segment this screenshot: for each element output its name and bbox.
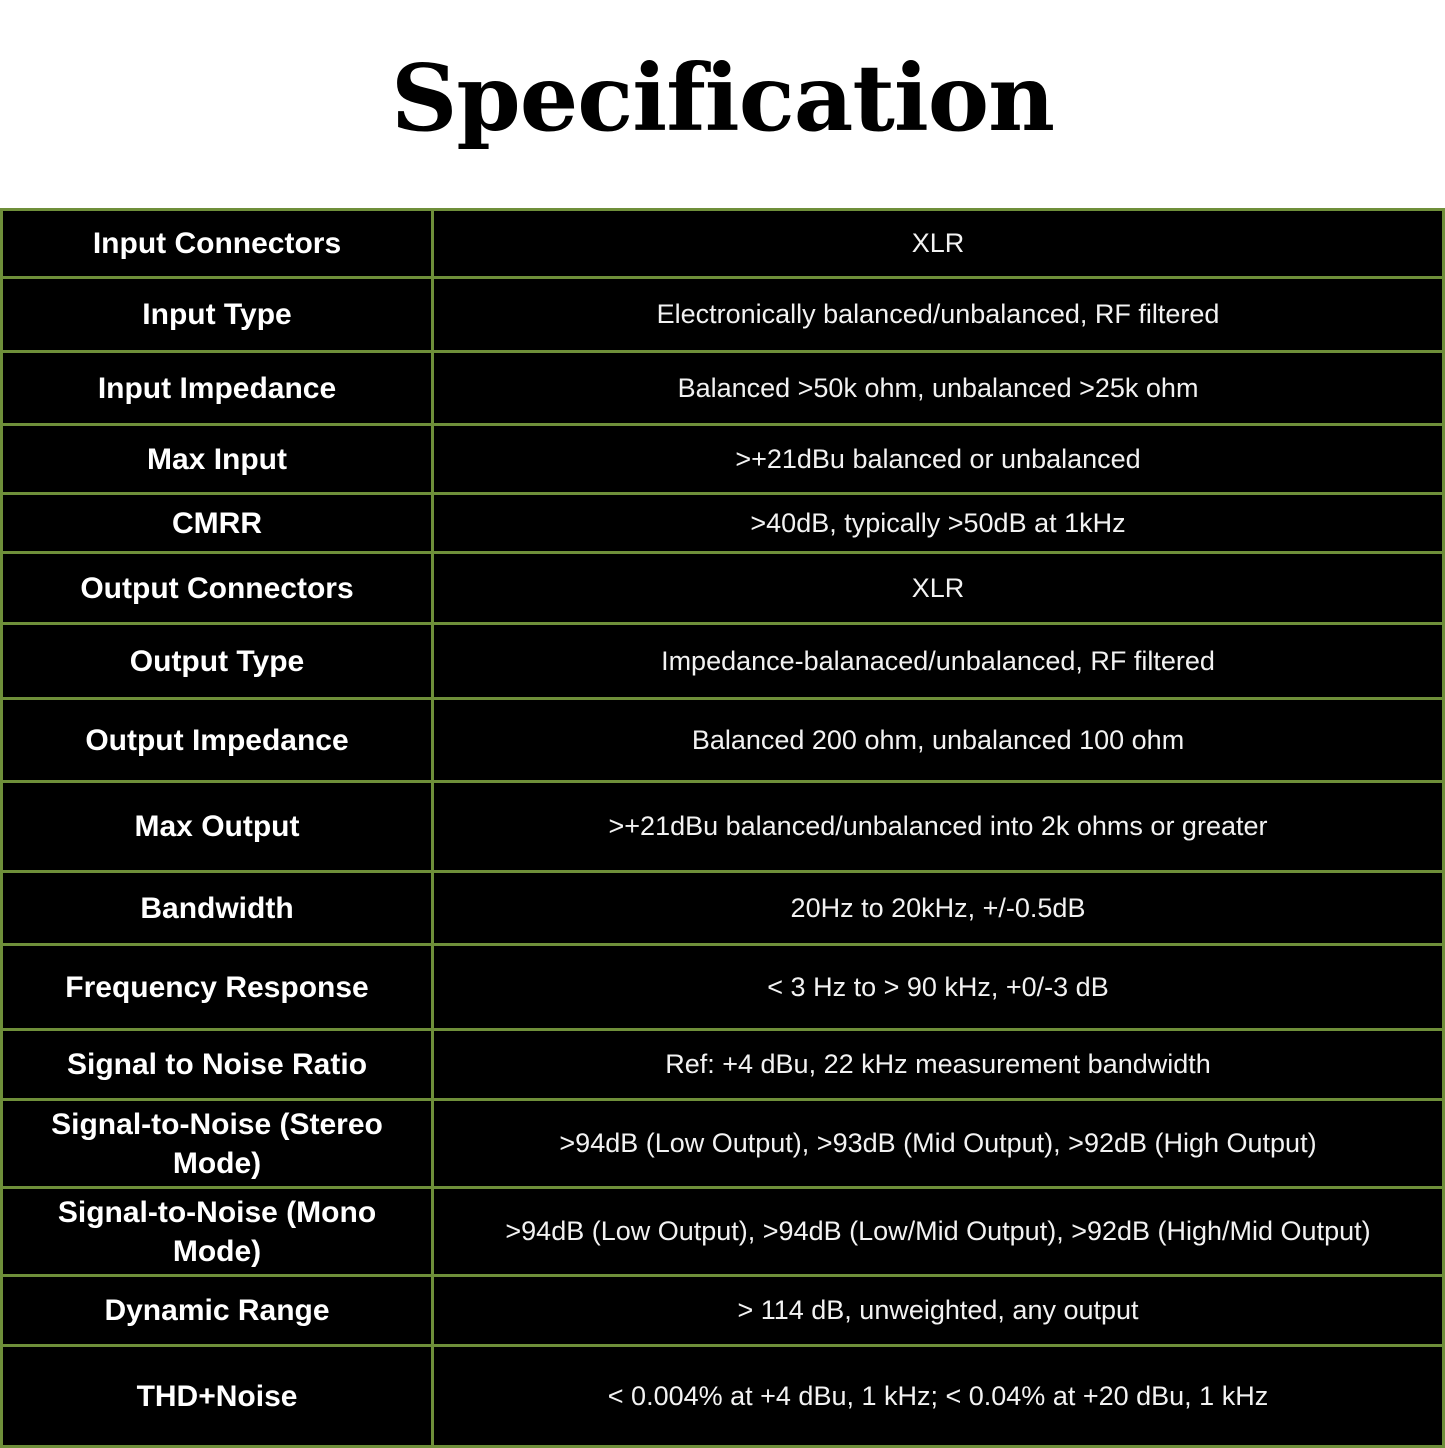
spec-label: THD+Noise [2,1346,433,1447]
table-row [2,553,1444,624]
spec-label: Max Output [2,782,433,872]
spec-label: Output Impedance [2,699,433,782]
title-area [0,0,1445,208]
spec-value: XLR [433,553,1444,624]
spec-value: < 3 Hz to > 90 kHz, +0/-3 dB [433,945,1444,1030]
spec-value: < 0.004% at +4 dBu, 1 kHz; < 0.04% at +20 dBu, 1 kHz [433,1346,1444,1447]
spec-value: Impedance-balanaced/unbalanced, RF filtered [433,624,1444,699]
spec-label: Input Type [2,278,433,352]
spec-label: Signal-to-Noise (Mono Mode) [2,1188,433,1276]
spec-label: Max Input [2,425,433,494]
spec-label: Frequency Response [2,945,433,1030]
spec-value: > 114 dB, unweighted, any output [433,1276,1444,1346]
spec-value: >94dB (Low Output), >93dB (Mid Output), >92dB (High Output) [433,1100,1444,1188]
spec-label: Bandwidth [2,872,433,945]
spec-value: >+21dBu balanced or unbalanced [433,425,1444,494]
table-row [2,1276,1444,1346]
page-title: Specification [390,44,1055,152]
table-row [2,699,1444,782]
table-row [2,624,1444,699]
spec-value: XLR [433,210,1444,278]
spec-label: Signal to Noise Ratio [2,1030,433,1100]
spec-label: Output Connectors [2,553,433,624]
table-row [2,1346,1444,1447]
spec-value: Ref: +4 dBu, 22 kHz measurement bandwidth [433,1030,1444,1100]
spec-value: Balanced >50k ohm, unbalanced >25k ohm [433,352,1444,425]
spec-value: Balanced 200 ohm, unbalanced 100 ohm [433,699,1444,782]
spec-label: Input Connectors [2,210,433,278]
spec-value: >+21dBu balanced/unbalanced into 2k ohms or greater [433,782,1444,872]
table-row [2,1030,1444,1100]
spec-label: CMRR [2,494,433,553]
table-row [2,210,1444,278]
spec-label: Dynamic Range [2,1276,433,1346]
table-row [2,425,1444,494]
spec-table [0,208,1445,1448]
table-row [2,945,1444,1030]
table-row [2,782,1444,872]
table-row [2,872,1444,945]
table-row [2,494,1444,553]
spec-value: >40dB, typically >50dB at 1kHz [433,494,1444,553]
table-row [2,278,1444,352]
spec-label: Signal-to-Noise (Stereo Mode) [2,1100,433,1188]
spec-label: Input Impedance [2,352,433,425]
spec-value: 20Hz to 20kHz, +/-0.5dB [433,872,1444,945]
table-row [2,1188,1444,1276]
spec-label: Output Type [2,624,433,699]
spec-value: >94dB (Low Output), >94dB (Low/Mid Output), >92dB (High/Mid Output) [433,1188,1444,1276]
table-row [2,1100,1444,1188]
spec-value: Electronically balanced/unbalanced, RF filtered [433,278,1444,352]
table-row [2,352,1444,425]
